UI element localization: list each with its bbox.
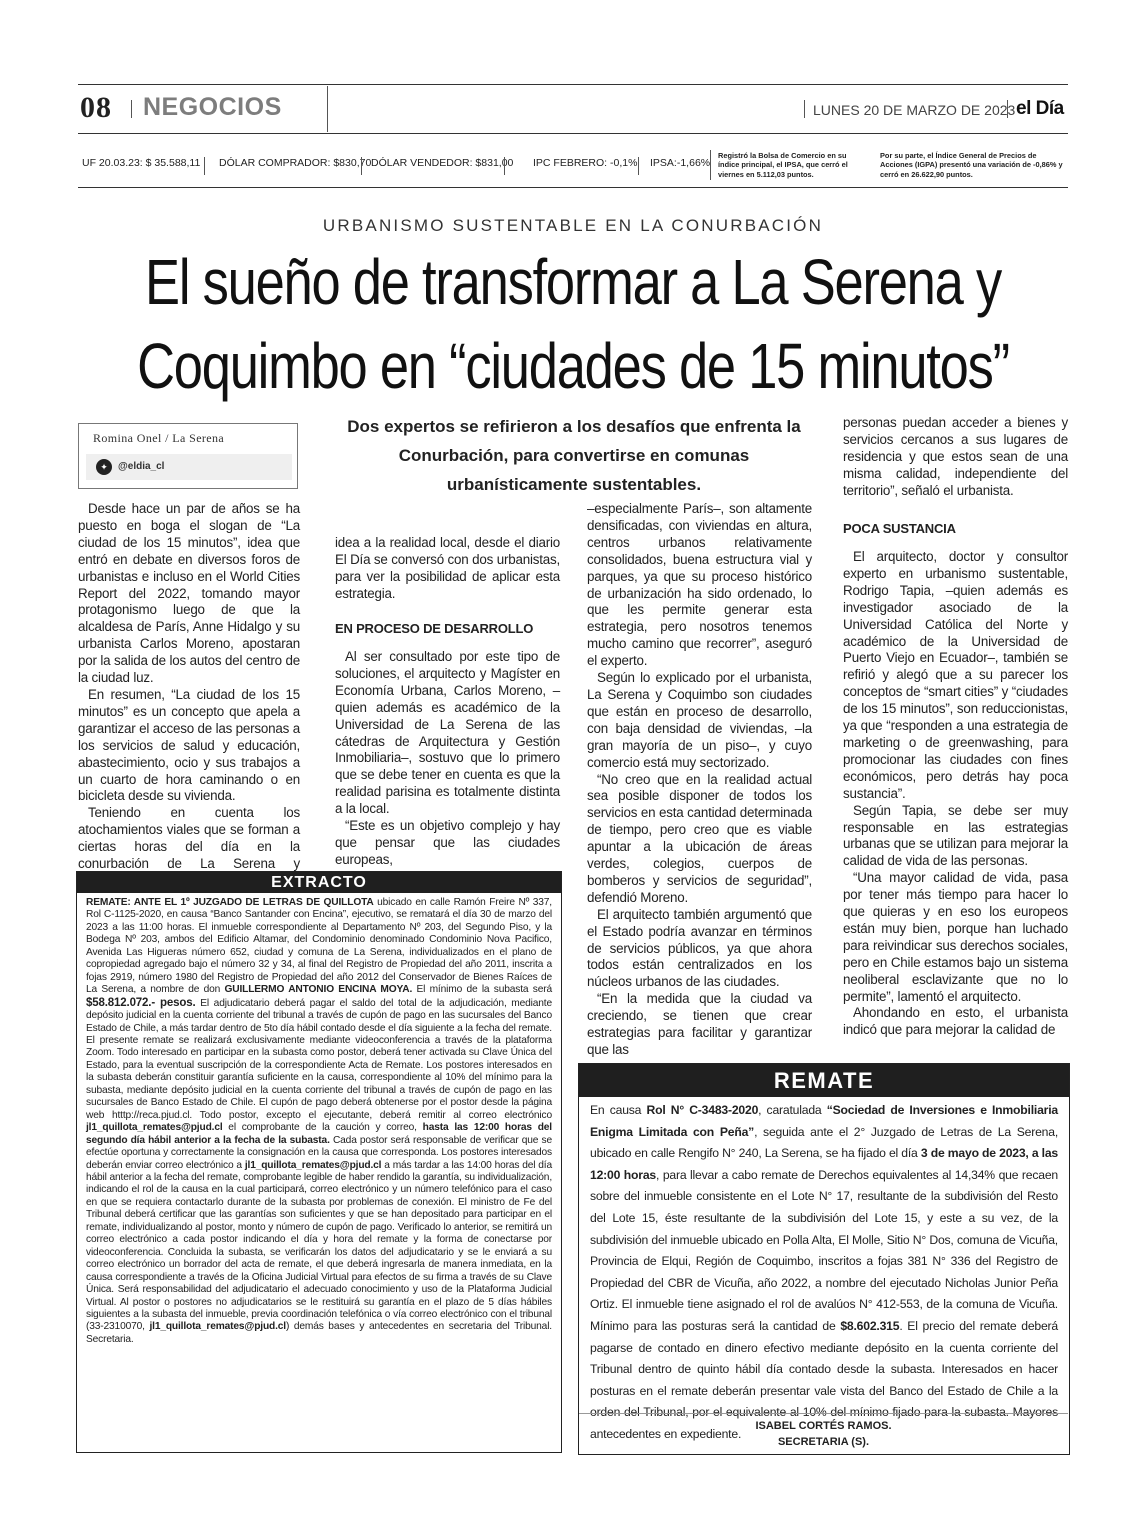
- byline-box: [78, 423, 298, 489]
- remate-title: REMATE: [579, 1064, 1069, 1097]
- ticker-ipsa: IPSA:-1,66%: [650, 157, 711, 169]
- remate-caratula: “Sociedad de Inversiones e Inmobiliaria Enigma Limitada con Peña”: [590, 1103, 1058, 1139]
- article-deck: Dos expertos se refirieron a los desafíos que enfrenta la Conurbación, para convertirse en comunas urbanísticamente sustentables.: [347, 417, 801, 494]
- subhead-proceso: EN PROCESO DE DESARROLLO: [335, 621, 534, 636]
- paragraph: El arquitecto también argumentó que el Estado podría avanzar en términos de servicios públicos, ya que ahora todos están centralizados en los núcleos urbanos de las ciudades.: [587, 906, 812, 990]
- remate-rol: Rol N° C-3483-2020: [646, 1103, 759, 1117]
- extracto-minimum: $58.812.072.- pesos.: [86, 996, 196, 1009]
- paragraph: “Este es un objetivo complejo y hay que pensar que las ciudades europeas,: [335, 818, 560, 867]
- paragraph: Teniendo en cuenta los atochamientos viales que se forman a ciertas horas del día en la conurbación de La Serena y: [78, 805, 300, 872]
- remate-signature: ISABEL CORTÉS RAMOS. SECRETARIA (S).: [755, 1420, 892, 1448]
- page-number: 08: [80, 91, 112, 124]
- article-headline: [136, 240, 1010, 408]
- extracto-email-link[interactable]: jl1_quillota_remates@pjud.cl: [149, 1321, 286, 1333]
- remate-minimo: $8.602.315: [840, 1318, 900, 1333]
- byline-author: Romina Onel / La Serena: [93, 431, 225, 445]
- issue-date: LUNES 20 DE MARZO DE 2023: [813, 102, 1016, 118]
- paragraph: personas puedan acceder a bienes y servicios cercanos a sus lugares de residencia y que estos sean de una misma calidad, independiente del territorio”, señaló el urbanista.: [843, 415, 1068, 498]
- paragraph: Según lo explicado por el urbanista, La Serena y Coquimbo son ciudades que están en proceso de desarrollo, con baja densidad de viviendas, –la gran mayoría de un piso–, y cuyo comercio está muy sectorizado.: [587, 670, 812, 770]
- extracto-notice: [76, 871, 562, 1453]
- extracto-owner: GUILLERMO ANTONIO ENCINA MOYA.: [224, 984, 413, 996]
- newspaper-logo: el Día: [1016, 98, 1064, 119]
- remate-body: En causa Rol N° C-3483-2020, caratulada “Sociedad de Inversiones e Inmobiliaria Enigma Limitada con Peña”, seguida ante el 2° Juzgado de Letras de La Serena, ubicado en calle Rengifo N° 240, La Serena, se ha fijado el día 3 de mayo de 2023, a las 12:00 horas, para llevar a cabo remate de Derechos equivalentes al 14,34% que recaen sobre del inmueble consistente en el Lote N° 17, resultante de la subdivisión del Resto del Lote 15, éste resultante de la subdivisión del Lote 15, y este a su vez, de la subdivisión del inmueble ubicado en Polla Alta, El Molle, Sitio N° Dos, comuna de Vicuña, Provincia de Elqui, Región de Coquimbo, inscritos a fojas 381 N° 336 del Registro de Propiedad del CBR de Vicuña, año 2022, a nombre del ejecutado Nicholas Junior Peña Ortiz. El inmueble tiene asignado el rol de avalúos N° 412-553, de la comuna de Vicuña. Mínimo para las posturas será la cantidad de $8.602.315. El precio del remate deberá pagarse de contado en dinero efectivo mediante depósito en la cuenta corriente del Tribunal dentro de quinto hábil día contado desde la subasta. Interesados en hacer posturas en el remate deberán presentar vale vista del Banco del Estado de Chile a la orden del Tribunal, por el equivalente al 10% del mínimo fijado para la subasta. Mayores antecedentes en expediente.: [590, 1103, 1059, 1441]
- ticker-dolar-comprador: DÓLAR COMPRADOR: $830,70: [219, 157, 372, 169]
- section-title: NEGOCIOS: [143, 93, 282, 121]
- ticker-note-ipsa: Registró la Bolsa de Comercio en su índice principal, el IPSA, que cerró el viernes en 5.112,03 puntos.: [718, 151, 848, 179]
- ticker-note-igpa: Por su parte, el Índice General de Precios de Acciones (IGPA) presentó una variación de -0,86% y cerró en 26.622,90 puntos.: [880, 151, 1063, 179]
- extracto-body: REMATE: ANTE EL 1º JUZGADO DE LETRAS DE QUILLOTA ubicado en calle Ramón Freire Nº 337, Rol C-1125-2020, en causa “Banco Santander con Encina”, ejecutivo, se rematará el día 30 de marzo del 2023 a las 11:00 horas. El inmueble correspondiente al Departamento Nº 203, del Segundo Piso, y la Bodega Nº 203, ambos del Edificio Altamar, del Condominio denominado Condominio Nova Pacifico, Avenida Las Higueras número 652, ciudad y comuna de La Serena, individualizados en el plano de copropiedad agregado bajo el número 32 y 34, al final del Registro de Propiedad del año 2011, inscrita a fojas 2919, número 1980 del Registro de Propiedad del año 2012 del Conservador de Bienes Raíces de La Serena, a nombre de don GUILLERMO ANTONIO ENCINA MOYA. El mínimo de la subasta será $58.812.072.- pesos. El adjudicatario deberá pagar el saldo del total de la adjudicación, mediante depósito judicial en la cuenta corriente del tribunal a través de cupón de pago en las sucursales del Banco Estado de Chile, a más tardar dentro de 5to día hábil contado desde el día siguiente a la fecha del remate. El presente remate se realizará exclusivamente mediante videoconferencia a través de la plataforma Zoom. Todo interesado en participar en la subasta como postor, deberá tener activada su Clave Única del Estado, para la eventual suscripción de la correspondiente Acta de Remate. Los postores interesados en la subasta deberán constituir garantía suficiente en la causa, correspondiente al 10% del mínimo para la subasta, mediante depósito judicial en la cuenta corriente del tribunal a través de cupón de pago en las sucursales de Banco Estado de Chile. El cupón de pago deberá obtenerse por el postor desde la página web htttp://reca.pjud.cl. Todo postor, excepto el ejecutante, deberá remitir al correo electrónico jl1_quillota_remates@pjud.cl el comprobante de la caución y correo, hasta las 12:00 horas del segundo día hábil anterior a la fecha de la subasta. Cada postor será responsable de verificar que se efectúe oportuna y correctamente la consignación en la causa que corresponda. Los postores interesados deberán enviar correo electrónico a jl1_quillota_remates@pjud.cl a más tardar a las 14:00 horas del día hábil anterior a la fecha del remate, comprobante legible de haber rendido la garantía, su individualización, indicando el rol de la causa en la cual participará, correo electrónico y un número telefónico para el caso en que se requiera contactarlo durante de la subasta por problemas de conexión. El ministro de Fe del Tribunal deberá certificar que las garantías son suficientes y que se han depositado para participar en el remate, individualizando al postor, monto y número de cupón de pago. Verificado lo anterior, se remitirá un correo electrónico a cada postor indicando el día y hora del remate y la forma de conectarse por videoconferencia. Concluida la subasta, se verificarán los datos del adjudicatario y se le enviará a su correo electrónico un borrador del acta de remate, el que deberá ingresarla de manera inmediata, en la causa correspondiente a través de la Oficina Judicial Virtual para efectos de su firma a través de su Clave Única. Será responsabilidad del adjudicatario el adecuado conocimiento y uso de la Plataforma Judicial Virtual. Al postor o postores no adjudicatarios se le restituirá su garantía en el plazo de 5 días hábiles siguientes a la subasta del inmueble, previa coordinación telefónica o vía correo electrónico con el tribunal (33-2310070, jl1_quillota_remates@pjud.cl) demás bases y antecedentes en secretaria del Tribunal. Secretaria.: [86, 897, 552, 1345]
- paragraph: “En la medida que la ciudad va creciendo, se tienen que crear estrategias para facilitar y garantizar que las: [587, 991, 812, 1057]
- article-column-1: [78, 501, 300, 890]
- headline-line-1: El sueño de transformar a La Serena y: [145, 246, 1001, 318]
- article-column-4b: [843, 549, 1068, 1039]
- twitter-bird-icon: ✦: [96, 459, 112, 475]
- extracto-email-link[interactable]: jl1_quillota_remates@pjud.cl: [86, 1122, 223, 1134]
- extracto-title: EXTRACTO: [77, 872, 561, 893]
- paragraph: Según Tapia, se debe ser muy responsable en las estrategias urbanas que se utilizan para mejorar la calidad de vida de las personas.: [843, 802, 1068, 869]
- article-column-4: [843, 415, 1068, 500]
- paragraph: Al ser consultado por este tipo de soluciones, el arquitecto y Magíster en Economía Urbana, Carlos Moreno, –quien además es académico de la Universidad de La Serena de las cátedras de Arquitectura y Gestión Inmobiliaria–, sostuvo que lo primero que se debe tener en cuenta es que la realidad parisina es totalmente distinta a la local.: [335, 649, 560, 817]
- headline-line-2: Coquimbo en “ciudades de 15 minutos”: [137, 330, 1009, 402]
- subhead-poca-sustancia: POCA SUSTANCIA: [843, 521, 956, 536]
- article-column-2b: [335, 649, 560, 869]
- extracto-deadline: hasta las 12:00 horas del segundo día hábil anterior a la fecha de la subasta.: [86, 1122, 552, 1146]
- article-column-2: [335, 535, 560, 603]
- paragraph: –especialmente París–, son altamente densificadas, con viviendas en altura, centros urbanos relativamente consolidados, buena estructura vial y parques, ya que su proceso histórico de urbanización ha sido ordenado, lo que les permite generar esta estrategia, pero nosotros tenemos mucho camino que recorrer”, aseguró el experto.: [587, 501, 812, 669]
- paragraph: En resumen, “La ciudad de los 15 minutos” es un concepto que apela a garantizar el acceso de las personas a los servicios de salud y educación, abastecimiento, ocio y sus trabajos a un cuarto de hora caminando o en bicicleta desde su vivienda.: [78, 686, 300, 804]
- remate-fecha: 3 de mayo de 2023, a las 12:00 horas: [590, 1146, 1059, 1182]
- extracto-lead: REMATE: ANTE EL 1º JUZGADO DE LETRAS DE QUILLOTA: [86, 897, 374, 908]
- article-kicker: URBANISMO SUSTENTABLE EN LA CONURBACIÓN: [322, 216, 824, 235]
- paragraph: “Una mayor calidad de vida, pasa por tener más tiempo para hacer lo que quieras y en eso los europeos están muy bien, porque han luchado para reivindicar sus derechos sociales, pero en Chile estamos bajo un sistema neoliberal esclavizante que no lo permite”, lamentó el arquitecto.: [843, 870, 1068, 1004]
- paragraph: Desde hace un par de años se ha puesto en boga el slogan de “La ciudad de los 15 minutos”, idea que entró en debate en diversos foros de urbanistas e incluso en el World Cities Report del 2022, tomando mayor protagonismo luego de que la alcaldesa de París, Anne Hidalgo y su urbanista Carlos Moreno, apostaran por la salida de los autos del centro de la ciudad luz.: [78, 501, 300, 686]
- byline-social: [86, 454, 292, 480]
- twitter-handle[interactable]: @eldia_cl: [118, 461, 165, 472]
- paragraph: idea a la realidad local, desde el diario El Día se conversó con dos urbanistas, para ver la posibilidad de aplicar esta estrategia.: [335, 535, 560, 601]
- paragraph: Ahondando en esto, el urbanista indicó que para mejorar la calidad de: [843, 1005, 1068, 1038]
- ticker-ipc: IPC FEBRERO: -0,1%: [533, 157, 638, 169]
- paragraph: El arquitecto, doctor y consultor experto en urbanismo sustentable, Rodrigo Tapia, –quien además es investigador asociado de la Universidad Católica del Norte y académico de la Universidad de Puerto Viejo en Ecuador–, también se refirió y alegó que a su parecer los conceptos de “smart cities” y “ciudades de los 15 minutos”, son reduccionistas, ya que “responden a una estrategia de marketing o de greenwashing, para promocionar las ciudades con fines económicos, pero detrás hay poca sustancia”.: [843, 549, 1068, 801]
- remate-notice: [578, 1063, 1070, 1455]
- ticker-dolar-vendedor: DÓLAR VENDEDOR: $831,00: [371, 157, 514, 169]
- ticker-uf: UF 20.03.23: $ 35.588,11: [82, 157, 201, 169]
- extracto-email-link[interactable]: jl1_quillota_remates@pjud.cl: [244, 1159, 382, 1171]
- paragraph: “No creo que en la realidad actual sea posible disponer de todos los servicios en esta cantidad determinada de tiempo, pero creo que es viable apuntar a la ubicación de áreas verdes, colegios, cuerpos de bomberos y servicios de seguridad”, defendió Moreno.: [587, 771, 812, 905]
- article-column-3: [587, 501, 812, 1059]
